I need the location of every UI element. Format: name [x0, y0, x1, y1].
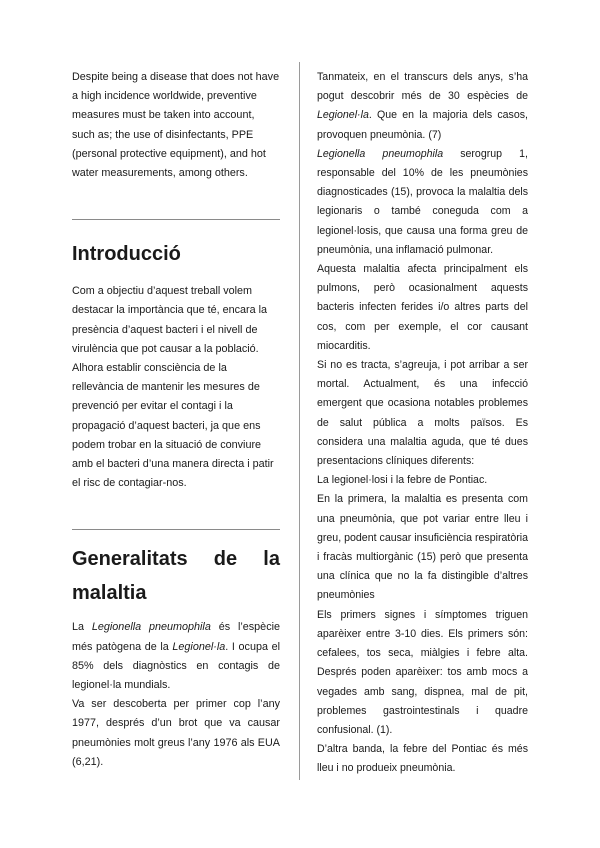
- intro-paragraph: Com a objectiu d’aquest treball volem destacar la importància que té, encara la presència d’aquest bacteri i el nivell de virulència que pot causar a la població. Alhora establir consciència de la rellevància de mantenir les mesures de prevenció per evitar el contagi i la propagació d’aquest bacteri, ja que ens podem trobar en la situació de conviure amb el bacteri d’una manera directa i patir el risc de contagiar-nos.: [72, 285, 274, 490]
- right-paragraph-7: Els primers signes i símptomes triguen aparèixer entre 3-10 dies. Els primers són: cefalees, tos seca, miàlgies i febre alta. Després poden aparèixer: tos amb mocs a vegades amb sang, dispnea, mal de pit, problemes gastrointestinals i quadre confusional. (1).: [317, 608, 528, 736]
- right-paragraph-4: Si no es tracta, s’agreuja, i pot arribar a ser mortal. Actualment, és una infecció emergent que ocasiona notables problemes de salut pública a molts països. Es considera una malaltia aguda, que té dues presentacions clíniques diferents:: [317, 359, 528, 468]
- text-run: és l’espècie més patògena de la: [72, 621, 280, 653]
- text-run: serogrup 1, responsable del 10% de les pneumònies diagnosticades (15), provoca la malaltia dels legionaris o també coneguda com a legionel·losis, que causa una forma greu de pneumònia, una inflamació pulmonar.: [317, 147, 528, 256]
- generalitats-paragraph-2: Va ser descoberta per primer cop l’any 1977, després d’un brot que va causar pneumònies molt greus l’any 1976 als EUA (6,21).: [72, 698, 280, 768]
- right-paragraph-1: [317, 68, 528, 145]
- abstract-paragraph: Despite being a disease that does not have a high incidence worldwide, preventive measures must be taken into account, such as; the use of disinfectants, PPE (personal protective equipment), and hot water measurements, among others.: [72, 71, 280, 180]
- heading-line-2: malaltia: [72, 582, 147, 605]
- section-heading-introduccio: Introducció: [72, 243, 181, 266]
- right-paragraph-6: En la primera, la malaltia es presenta com una pneumònia, que pot variar entre lleu i greu, podent causar insuficiència respiratòria i fracàs multiorgànic (15) però que presenta una clínica que no la fa distingible d’altres pneumònies: [317, 493, 528, 602]
- right-paragraph-5: La legionel·losi i la febre de Pontiac.: [317, 474, 488, 487]
- species-name: Legionella pneumophila: [91, 621, 211, 634]
- species-name: Legionella pneumophila: [317, 147, 444, 160]
- text-run: . I ocupa el 85% dels diagnòstics en contagis de legionel·la mundials.: [72, 640, 280, 692]
- right-column: [317, 68, 528, 779]
- column-divider: [299, 62, 300, 780]
- right-paragraph-3: Aquesta malaltia afecta principalment els pulmons, però ocasionalment aquests bacteris infecten ferides i/o altres parts del cos, com per exemple, el cor causant miocarditis.: [317, 263, 528, 352]
- text-run: La: [72, 621, 92, 634]
- section-heading-generalitats: [72, 542, 280, 610]
- left-column: [72, 68, 280, 772]
- section-divider: [72, 219, 280, 220]
- text-run: . Que en la majoria dels casos, provoquen pneumònia. (7): [317, 109, 528, 141]
- generalitats-paragraph-1: [72, 618, 280, 695]
- heading-word: la: [263, 548, 280, 571]
- heading-word: de: [213, 548, 238, 571]
- right-paragraph-8: D’altra banda, la febre del Pontiac és més lleu i no produeix pneumònia.: [317, 743, 528, 775]
- genus-name: Legionel·la: [317, 109, 369, 122]
- text-run: Tanmateix, en el transcurs dels anys, s’ha pogut descobrir més de 30 espècies de: [317, 71, 528, 103]
- right-paragraph-2: [317, 145, 528, 260]
- genus-name: Legionel·la: [172, 640, 226, 653]
- heading-word: Generalitats: [72, 548, 188, 571]
- section-divider: [72, 529, 280, 530]
